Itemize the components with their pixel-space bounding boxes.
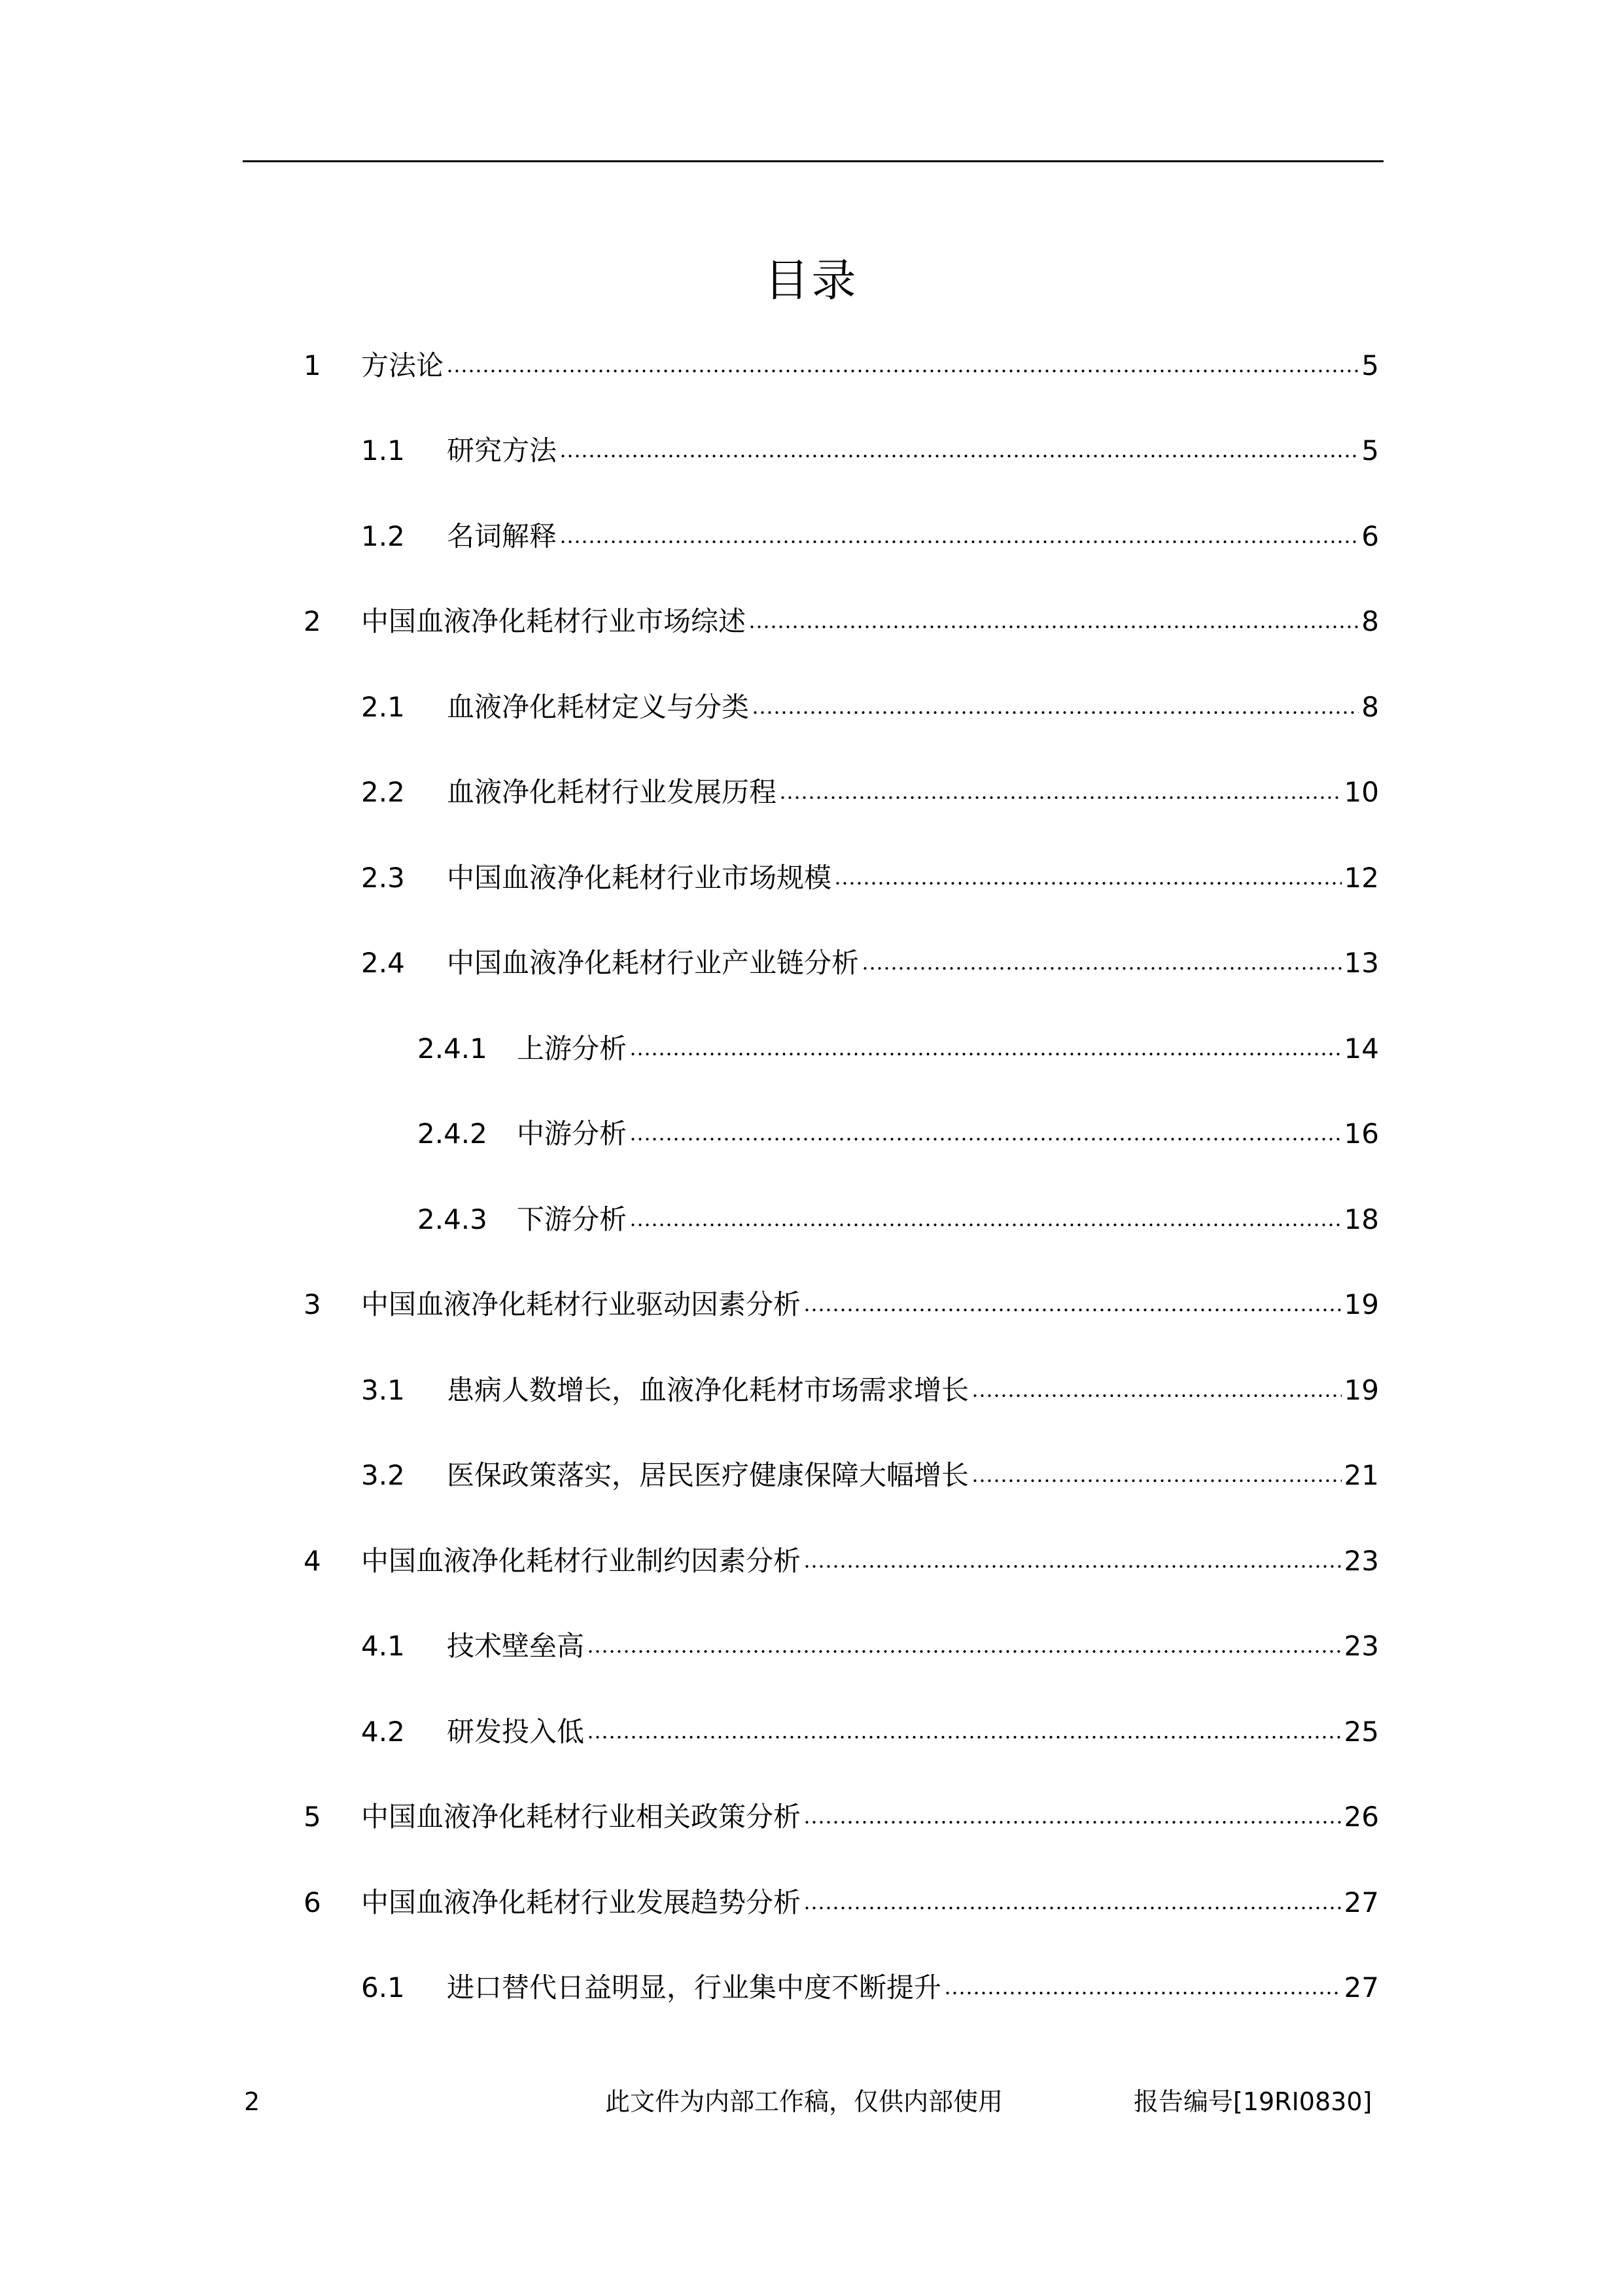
toc-entry-text: 研发投入低 (447, 1716, 585, 1748)
toc-entry[interactable] (361, 1967, 1379, 2009)
toc-entry-number: 3.1 (361, 1374, 405, 1406)
toc-entry[interactable] (361, 857, 1379, 899)
toc-entry[interactable] (361, 430, 1379, 472)
toc-entry[interactable] (361, 1625, 1379, 1667)
toc-entry[interactable] (304, 345, 1379, 387)
toc-entry-number: 4 (304, 1545, 321, 1577)
toc-entry[interactable] (304, 601, 1379, 643)
toc-entry-number: 2 (304, 605, 321, 637)
toc-dot-leader (971, 1476, 1342, 1485)
toc-entry-text: 方法论 (361, 349, 444, 381)
toc-dot-leader (752, 708, 1359, 717)
toc-entry-text: 进口替代日益明显，行业集中度不断提升 (447, 1971, 942, 2004)
toc-dot-leader (446, 366, 1359, 376)
toc-entry-number: 4.1 (361, 1630, 405, 1662)
toc-entry-number: 4.2 (361, 1716, 405, 1748)
toc-entry-number: 2.4 (361, 947, 405, 979)
toc-entry-text: 血液净化耗材定义与分类 (447, 691, 750, 723)
toc-entry-text: 医保政策落实，居民医疗健康保障大幅增长 (447, 1459, 969, 1491)
toc-entry-text: 中游分析 (517, 1118, 627, 1150)
toc-entry-text: 技术壁垒高 (447, 1630, 585, 1662)
toc-entry-text: 血液净化耗材行业发展历程 (447, 776, 777, 808)
toc-entry-number: 1.1 (361, 434, 405, 467)
toc-dot-leader (559, 537, 1359, 546)
toc-entry-page: 26 (1344, 1801, 1379, 1833)
toc-entry-text: 研究方法 (447, 434, 557, 467)
toc-dot-leader (803, 1305, 1342, 1315)
toc-dot-leader (587, 1647, 1342, 1656)
toc-entry-number: 3 (304, 1288, 321, 1320)
toc-dot-leader (803, 1903, 1342, 1913)
toc-entry-number: 1 (304, 349, 321, 381)
toc-dot-leader (803, 1562, 1342, 1571)
toc-entry-page: 14 (1344, 1033, 1379, 1065)
toc-entry-number: 6.1 (361, 1971, 405, 2004)
toc-dot-leader (971, 1391, 1342, 1400)
toc-entry-text: 名词解释 (447, 520, 557, 552)
toc-entry-page: 23 (1344, 1630, 1379, 1662)
toc-entry-number: 6 (304, 1886, 321, 1918)
toc-entry-page: 27 (1344, 1886, 1379, 1918)
toc-entry-text: 上游分析 (517, 1033, 627, 1065)
toc-entry-page: 5 (1361, 434, 1379, 467)
toc-entry[interactable] (361, 1711, 1379, 1753)
footer-page-number: 2 (244, 2087, 260, 2116)
toc-entry-number: 3.2 (361, 1459, 405, 1491)
toc-entry-number: 1.2 (361, 520, 405, 552)
toc-dot-leader (748, 622, 1359, 631)
toc-entry[interactable] (361, 942, 1379, 984)
toc-entry[interactable] (304, 1882, 1379, 1924)
toc-entry[interactable] (417, 1199, 1379, 1241)
footer-confidentiality-notice: 此文件为内部工作稿，仅供内部使用 (605, 2087, 1003, 2116)
toc-entry[interactable] (361, 771, 1379, 813)
toc-entry-text: 中国血液净化耗材行业制约因素分析 (361, 1545, 801, 1577)
toc-entry-page: 18 (1344, 1203, 1379, 1235)
toc-entry-page: 16 (1344, 1118, 1379, 1150)
toc-entry-page: 10 (1344, 776, 1379, 808)
toc-entry-text: 中国血液净化耗材行业产业链分析 (447, 947, 860, 979)
toc-entry[interactable] (361, 1455, 1379, 1496)
page-title: 目录 (764, 255, 859, 307)
toc-entry-page: 6 (1361, 520, 1379, 552)
toc-entry-number: 2.2 (361, 776, 405, 808)
toc-entry[interactable] (417, 1028, 1379, 1070)
toc-dot-leader (862, 964, 1342, 973)
toc-entry-page: 25 (1344, 1716, 1379, 1748)
toc-entry-page: 23 (1344, 1545, 1379, 1577)
toc-entry-page: 27 (1344, 1971, 1379, 2004)
toc-entry-text: 患病人数增长，血液净化耗材市场需求增长 (447, 1374, 969, 1406)
toc-dot-leader (944, 1988, 1342, 1998)
toc-entry-number: 2.3 (361, 862, 405, 894)
toc-entry-page: 8 (1361, 691, 1379, 723)
toc-entry-text: 中国血液净化耗材行业市场规模 (447, 862, 832, 894)
toc-entry-page: 8 (1361, 605, 1379, 637)
toc-dot-leader (803, 1818, 1342, 1827)
toc-entry-page: 19 (1344, 1288, 1379, 1320)
toc-entry[interactable] (417, 1113, 1379, 1155)
toc-entry-text: 中国血液净化耗材行业驱动因素分析 (361, 1288, 801, 1320)
toc-entry-text: 下游分析 (517, 1203, 627, 1235)
footer-report-number: 报告编号[19RI0830] (1134, 2087, 1372, 2116)
toc-entry[interactable] (304, 1284, 1379, 1326)
toc-dot-leader (629, 1050, 1342, 1059)
toc-dot-leader (629, 1220, 1342, 1229)
toc-entry-number: 5 (304, 1801, 321, 1833)
toc-entry-number: 2.4.3 (417, 1203, 487, 1235)
toc-entry[interactable] (361, 1369, 1379, 1411)
toc-dot-leader (587, 1733, 1342, 1742)
toc-entry-page: 12 (1344, 862, 1379, 894)
toc-entry-number: 2.4.2 (417, 1118, 487, 1150)
toc-dot-leader (629, 1135, 1342, 1144)
toc-entry[interactable] (304, 1796, 1379, 1838)
toc-entry-page: 5 (1361, 349, 1379, 381)
toc-entry[interactable] (304, 1540, 1379, 1582)
toc-dot-leader (559, 451, 1359, 461)
toc-entry[interactable] (361, 686, 1379, 728)
toc-entry-page: 21 (1344, 1459, 1379, 1491)
toc-entry-text: 中国血液净化耗材行业相关政策分析 (361, 1801, 801, 1833)
toc-entry[interactable] (361, 516, 1379, 557)
toc-entry-text: 中国血液净化耗材行业市场综述 (361, 605, 746, 637)
toc-dot-leader (779, 793, 1342, 802)
toc-entry-number: 2.1 (361, 691, 405, 723)
toc-entry-page: 13 (1344, 947, 1379, 979)
toc-entry-number: 2.4.1 (417, 1033, 487, 1065)
toc-dot-leader (834, 879, 1342, 888)
toc-entry-page: 19 (1344, 1374, 1379, 1406)
toc-entry-text: 中国血液净化耗材行业发展趋势分析 (361, 1886, 801, 1918)
